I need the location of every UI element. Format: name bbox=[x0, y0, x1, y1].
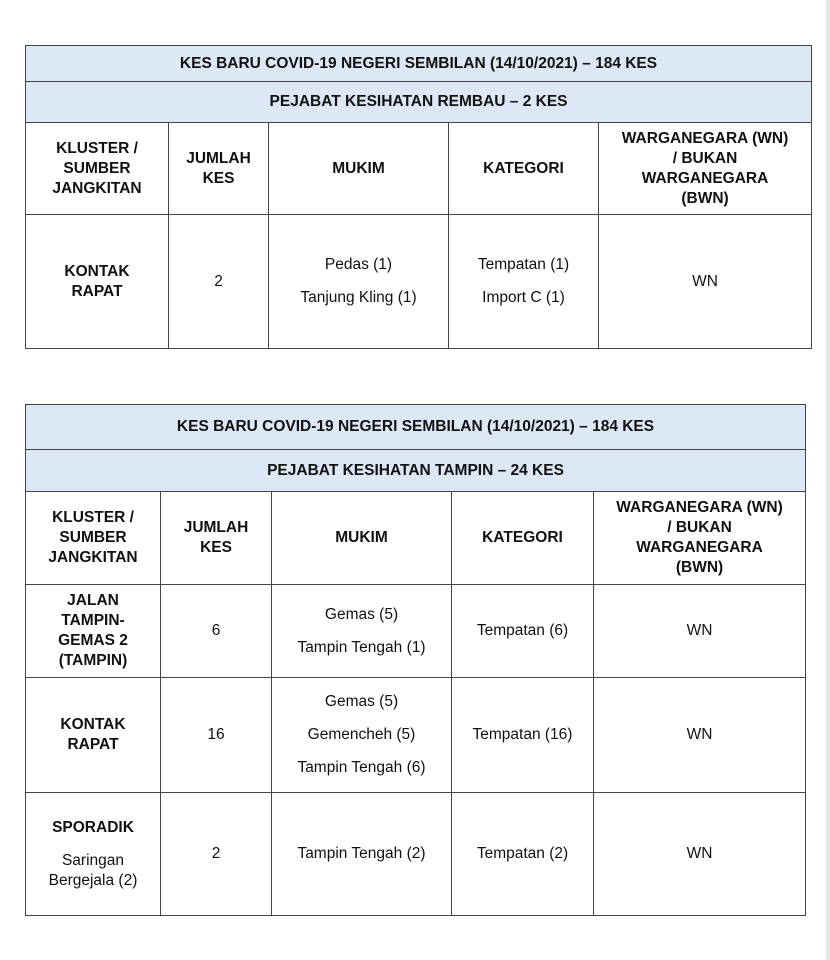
col-header-total: JUMLAH KES bbox=[161, 492, 272, 585]
total-cell: 2 bbox=[161, 793, 272, 916]
table-row bbox=[26, 215, 812, 349]
col-header-mukim: MUKIM bbox=[269, 123, 449, 215]
kategori-cell: Tempatan (16) bbox=[452, 678, 594, 793]
wn-cell: WN bbox=[599, 215, 812, 349]
col-header-cluster: KLUSTER / SUMBER JANGKITAN bbox=[26, 123, 169, 215]
col-header-kategori: KATEGORI bbox=[452, 492, 594, 585]
table-row bbox=[26, 678, 806, 793]
kategori-cell: Tempatan (6) bbox=[452, 585, 594, 678]
cluster-cell: SPORADIK Saringan Bergejala (2) bbox=[26, 793, 161, 916]
table-title: KES BARU COVID-19 NEGERI SEMBILAN (14/10/2021) – 184 KES bbox=[26, 46, 812, 82]
col-header-wn: WARGANEGARA (WN) / BUKAN WARGANEGARA (BWN) bbox=[594, 492, 806, 585]
wn-cell: WN bbox=[594, 585, 806, 678]
cluster-cell: KONTAK RAPAT bbox=[26, 215, 169, 349]
total-cell: 2 bbox=[169, 215, 269, 349]
col-header-cluster: KLUSTER / SUMBER JANGKITAN bbox=[26, 492, 161, 585]
total-cell: 16 bbox=[161, 678, 272, 793]
table-row bbox=[26, 793, 806, 916]
mukim-cell: Pedas (1) Tanjung Kling (1) bbox=[269, 215, 449, 349]
wn-cell: WN bbox=[594, 678, 806, 793]
table-row bbox=[26, 585, 806, 678]
mukim-cell: Gemas (5) Tampin Tengah (1) bbox=[272, 585, 452, 678]
page-edge bbox=[826, 0, 830, 960]
office-header: PEJABAT KESIHATAN REMBAU – 2 KES bbox=[26, 82, 812, 123]
col-header-wn: WARGANEGARA (WN) / BUKAN WARGANEGARA (BWN) bbox=[599, 123, 812, 215]
col-header-kategori: KATEGORI bbox=[449, 123, 599, 215]
cluster-title: SPORADIK bbox=[52, 818, 134, 836]
tampin-table bbox=[25, 404, 806, 916]
office-header: PEJABAT KESIHATAN TAMPIN – 24 KES bbox=[26, 450, 806, 492]
cluster-cell: JALAN TAMPIN- GEMAS 2 (TAMPIN) bbox=[26, 585, 161, 678]
col-header-total: JUMLAH KES bbox=[169, 123, 269, 215]
col-header-mukim: MUKIM bbox=[272, 492, 452, 585]
rembau-table bbox=[25, 45, 812, 349]
mukim-cell: Tampin Tengah (2) bbox=[272, 793, 452, 916]
table-title: KES BARU COVID-19 NEGERI SEMBILAN (14/10/2021) – 184 KES bbox=[26, 405, 806, 450]
wn-cell: WN bbox=[594, 793, 806, 916]
kategori-cell: Tempatan (1) Import C (1) bbox=[449, 215, 599, 349]
mukim-cell: Gemas (5) Gemencheh (5) Tampin Tengah (6) bbox=[272, 678, 452, 793]
cluster-cell: KONTAK RAPAT bbox=[26, 678, 161, 793]
total-cell: 6 bbox=[161, 585, 272, 678]
kategori-cell: Tempatan (2) bbox=[452, 793, 594, 916]
